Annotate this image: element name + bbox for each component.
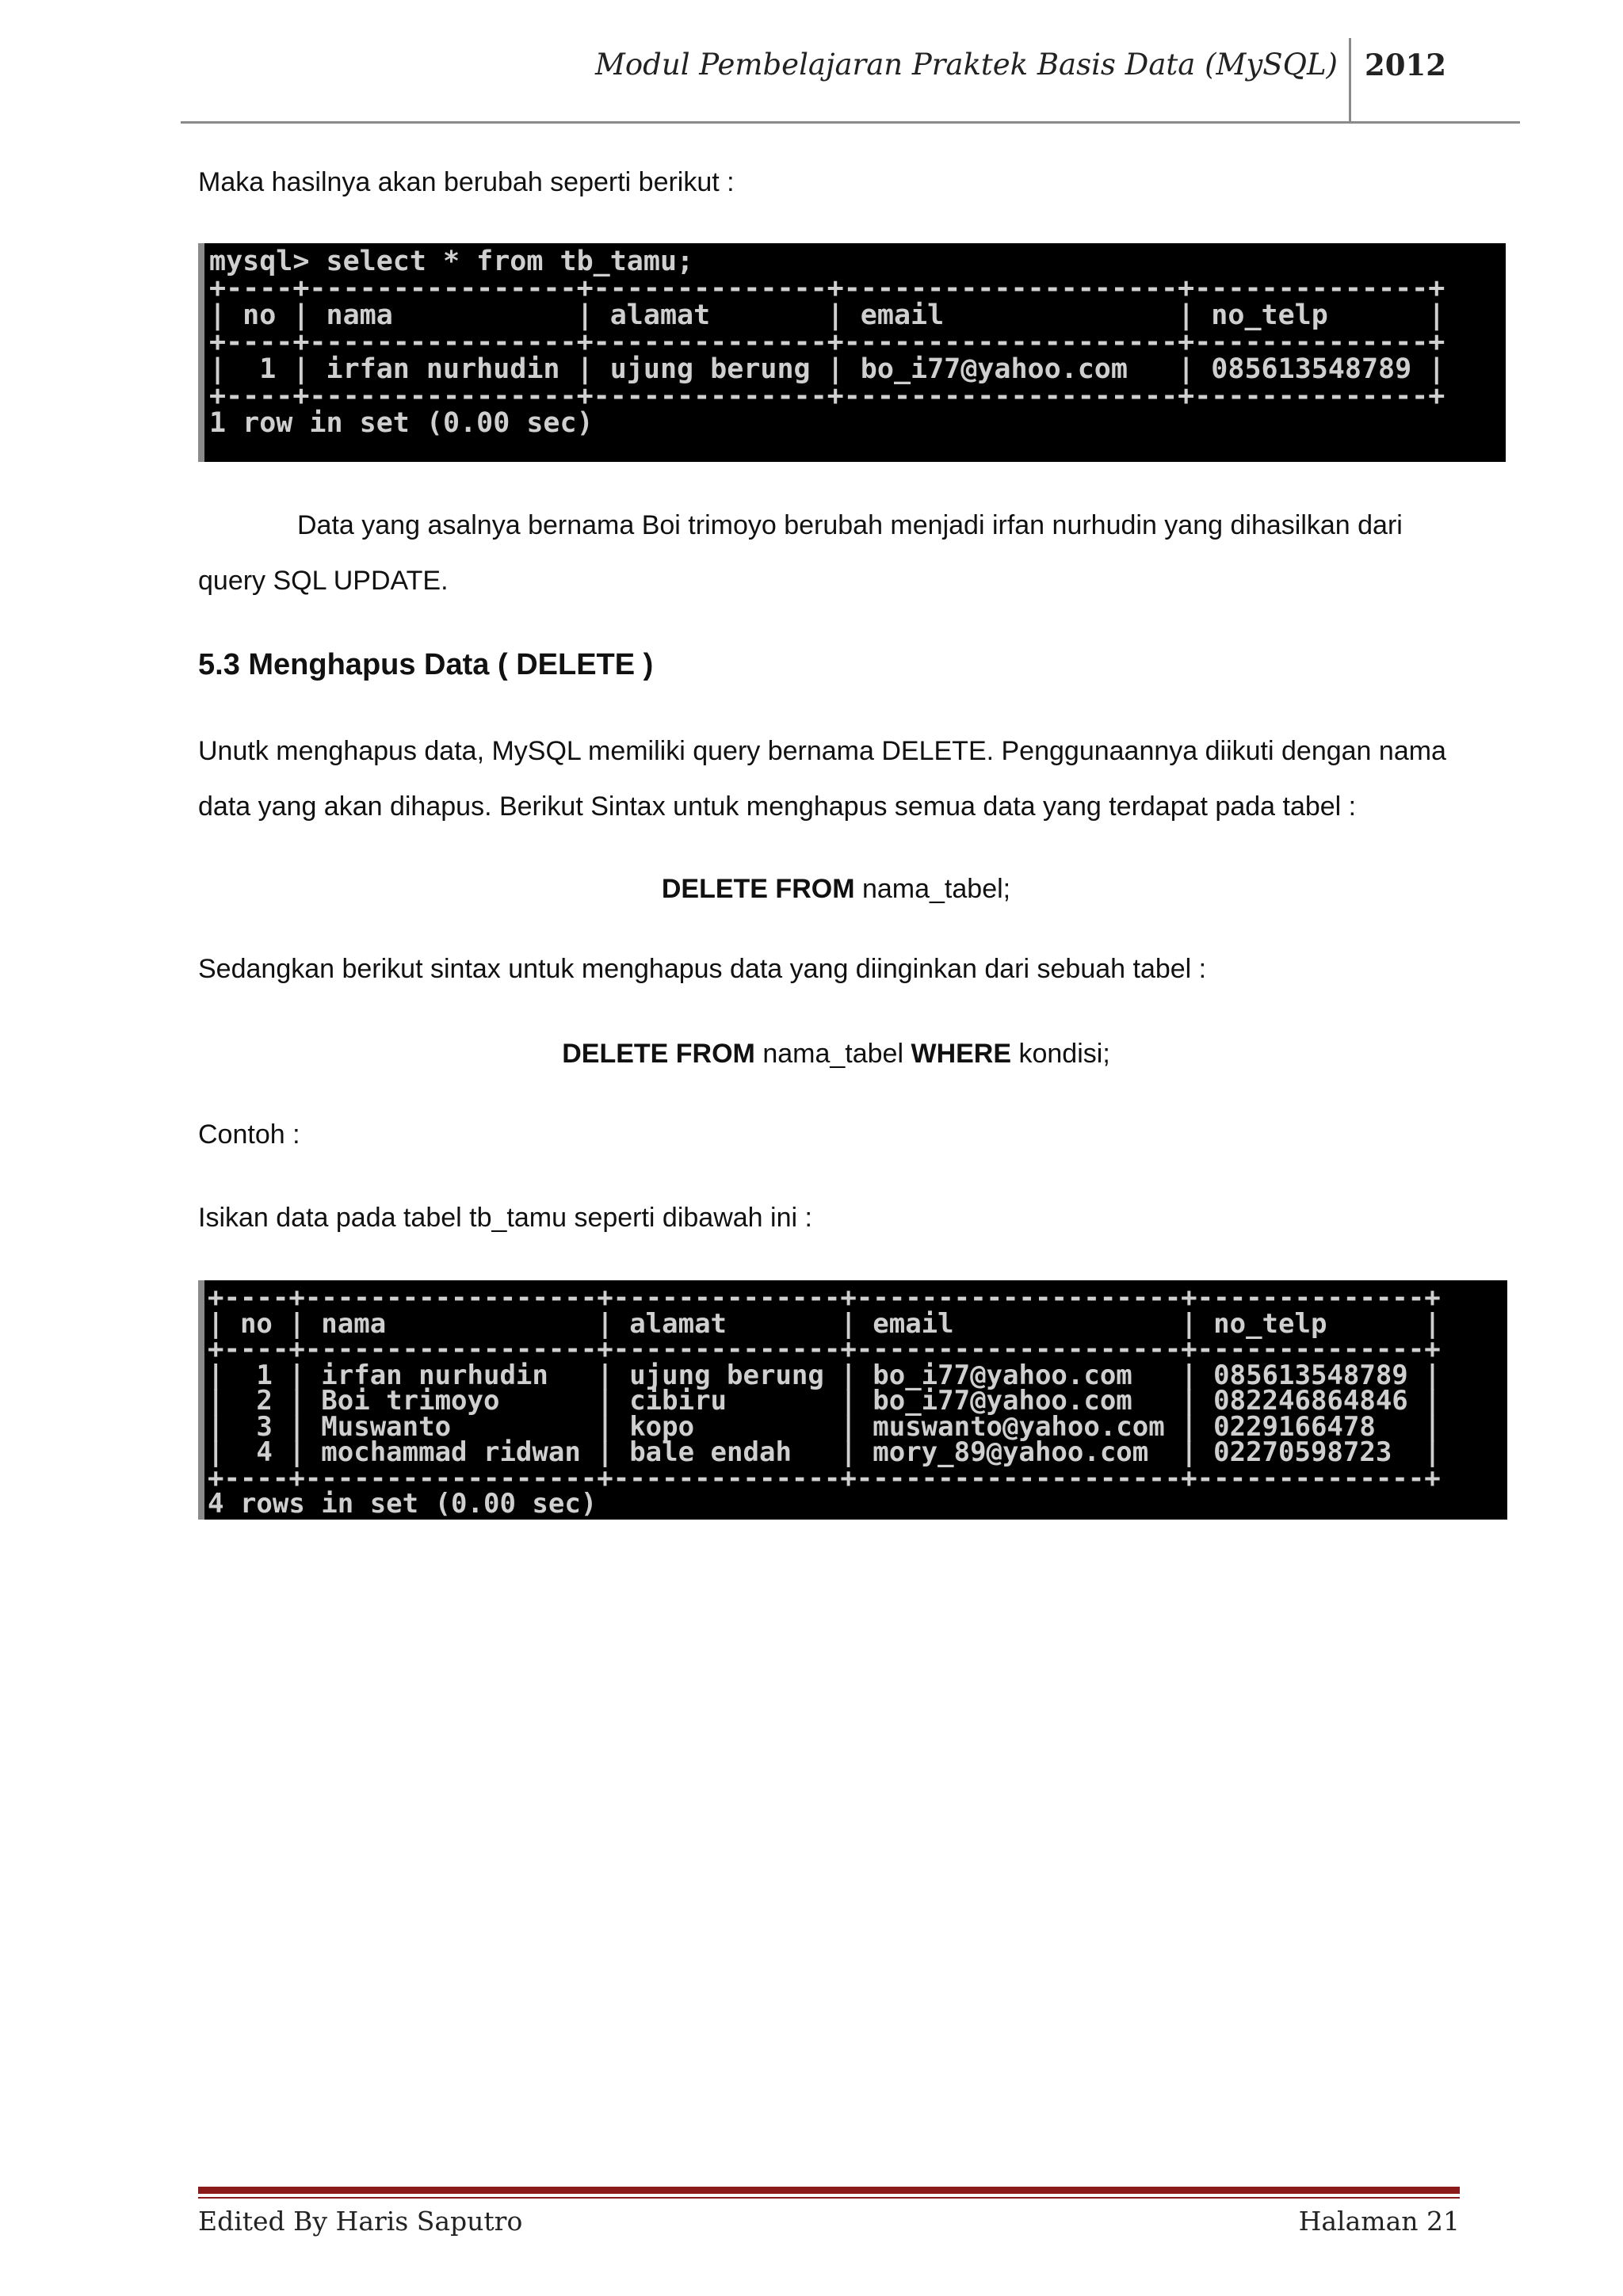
terminal-result-summary: 1 row in set (0.00 sec) <box>209 407 594 439</box>
table-header-row: | no | nama | alamat | email | no_telp | <box>209 299 1445 331</box>
footer-author: Edited By Haris Saputro <box>198 2206 523 2237</box>
table-border: +----+------------------+--------------+--------------------+--------------+ <box>208 1282 1441 1314</box>
syntax-table-name: nama_tabel <box>754 1039 911 1069</box>
intro-paragraph: Maka hasilnya akan berubah seperti berikut : <box>198 167 735 197</box>
syntax-table-name: nama_tabel; <box>854 874 1011 904</box>
sedangkan-paragraph: Sedangkan berikut sintax untuk menghapus data yang diinginkan dari sebuah tabel : <box>198 954 1207 984</box>
syntax-condition: kondisi; <box>1011 1039 1110 1069</box>
syntax-keyword-where: WHERE <box>911 1039 1012 1069</box>
syntax-delete-all <box>198 873 1474 905</box>
terminal-output-data <box>198 1280 1507 1520</box>
header-title: Modul Pembelajaran Praktek Basis Data (MySQL) <box>595 48 1338 82</box>
header-rule <box>181 121 1520 124</box>
terminal-text <box>209 248 1506 437</box>
header-year: 2012 <box>1365 48 1446 82</box>
syntax-delete-where <box>198 1038 1474 1070</box>
footer-page-number: Halaman 21 <box>1298 2206 1460 2237</box>
table-border: +----+----------------+--------------+--------------------+--------------+ <box>209 273 1445 304</box>
table-row: | 2 | Boi trimoyo | cibiru | bo_i77@yahoo.com | 082246864846 | <box>208 1385 1441 1417</box>
syntax-keyword: DELETE FROM <box>661 874 855 904</box>
terminal-text <box>208 1282 1507 1520</box>
footer-rule-thick <box>198 2187 1460 2194</box>
terminal-result-summary: 4 rows in set (0.00 sec) <box>208 1488 598 1520</box>
table-row: | 1 | irfan nurhudin | ujung berung | bo_i77@yahoo.com | 085613548789 | <box>209 353 1445 385</box>
table-row: | 1 | irfan nurhudin | ujung berung | bo_i77@yahoo.com | 085613548789 | <box>208 1359 1441 1391</box>
table-border: +----+------------------+--------------+--------------------+--------------+ <box>208 1462 1441 1494</box>
section-heading: 5.3 Menghapus Data ( DELETE ) <box>198 648 654 681</box>
table-row: | 4 | mochammad ridwan | bale endah | mory_89@yahoo.com | 02270598723 | <box>208 1436 1441 1468</box>
delete-paragraph: Unutk menghapus data, MySQL memiliki query bernama DELETE. Penggunaannya diikuti dengan nama data yang akan dihapus. Berikut Sintax untuk menghapus semua data yang terdapat pada tabel : <box>198 736 1446 822</box>
syntax-keyword: DELETE FROM <box>562 1039 755 1069</box>
footer-rule-thin <box>198 2197 1460 2199</box>
update-paragraph: Data yang asalnya bernama Boi trimoyo berubah menjadi irfan nurhudin yang dihasilkan dari query SQL UPDATE. <box>198 510 1403 596</box>
contoh-label: Contoh : <box>198 1119 300 1150</box>
header-divider <box>1349 38 1351 122</box>
table-border: +----+----------------+--------------+--------------------+--------------+ <box>209 380 1445 412</box>
terminal-output-update <box>198 243 1506 462</box>
table-header-row: | no | nama | alamat | email | no_telp | <box>208 1307 1441 1340</box>
table-border: +----+------------------+--------------+--------------------+--------------+ <box>208 1333 1441 1365</box>
isikan-paragraph: Isikan data pada tabel tb_tamu seperti dibawah ini : <box>198 1203 812 1233</box>
table-row: | 3 | Muswanto | kopo | muswanto@yahoo.com | 0229166478 | <box>208 1410 1441 1443</box>
terminal-command: mysql> select * from tb_tamu; <box>209 246 694 277</box>
table-border: +----+----------------+--------------+--------------------+--------------+ <box>209 326 1445 358</box>
